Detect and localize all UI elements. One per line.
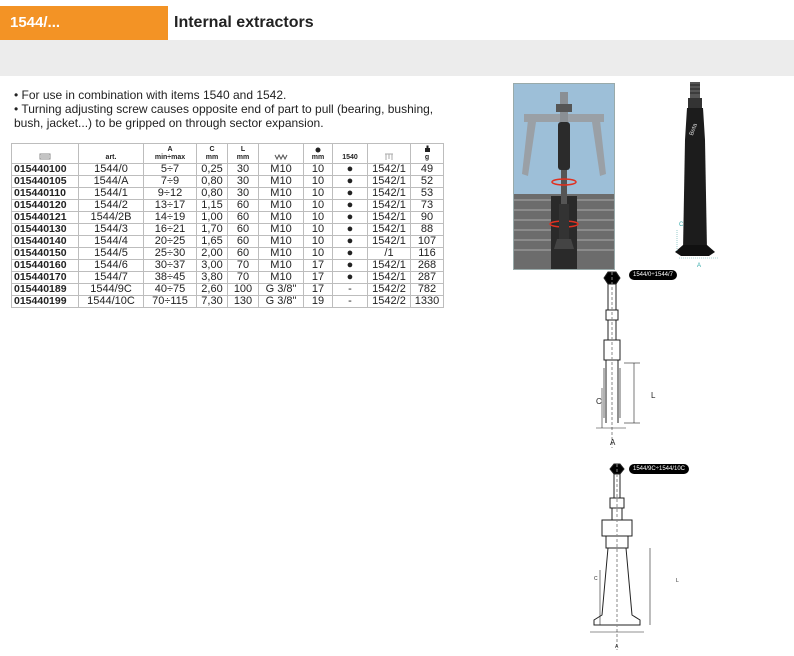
table-cell: ● — [333, 164, 368, 176]
table-cell: 0,80 — [197, 188, 228, 200]
item-code-cell: 015440100 — [12, 164, 79, 176]
table-header-row — [12, 144, 444, 164]
technical-drawing-upper — [590, 268, 680, 453]
table-cell: 1542/1 — [368, 200, 411, 212]
table-cell: 10 — [304, 200, 333, 212]
table-cell: 2,60 — [197, 284, 228, 296]
table-cell: 1542/1 — [368, 260, 411, 272]
top-bar — [0, 0, 794, 40]
table-cell: 49 — [411, 164, 444, 176]
table-cell: 1542/1 — [368, 188, 411, 200]
table-cell: 17 — [304, 284, 333, 296]
label-c-photo: C — [679, 222, 684, 228]
table-cell: 1544/5 — [79, 248, 144, 260]
weight-icon — [424, 145, 431, 153]
thread-icon — [274, 153, 288, 161]
table-cell: 25÷30 — [144, 248, 197, 260]
header-1542 — [368, 144, 411, 164]
table-cell: M10 — [259, 212, 304, 224]
table-cell: 5÷7 — [144, 164, 197, 176]
header-hex — [304, 144, 333, 164]
item-code-cell: 015440130 — [12, 224, 79, 236]
table-cell: 10 — [304, 188, 333, 200]
item-code-cell: 015440170 — [12, 272, 79, 284]
table-cell: 2,00 — [197, 248, 228, 260]
table-cell: 268 — [411, 260, 444, 272]
table-cell: 10 — [304, 176, 333, 188]
table-cell: 19 — [304, 296, 333, 308]
table-cell: 1544/3 — [79, 224, 144, 236]
table-cell: 3,80 — [197, 272, 228, 284]
description — [14, 88, 484, 130]
brand-label: Beta — [689, 122, 699, 137]
label-a-lower: A — [615, 644, 619, 650]
table-cell: 30 — [228, 176, 259, 188]
table-cell: 7÷9 — [144, 176, 197, 188]
header-weight-unit: g — [424, 154, 430, 161]
product-photo — [513, 83, 615, 270]
table-cell: ● — [333, 200, 368, 212]
item-code-cell: 015440199 — [12, 296, 79, 308]
table-cell: M10 — [259, 200, 304, 212]
table-cell: 1,65 — [197, 236, 228, 248]
header-hex-unit: mm — [311, 154, 325, 161]
header-c-unit: mm — [205, 154, 219, 161]
product-code-tab: 1544/... — [0, 6, 168, 40]
table-cell: M10 — [259, 248, 304, 260]
header-weight — [411, 144, 444, 164]
table-cell: 10 — [304, 236, 333, 248]
table-cell: G 3/8" — [259, 284, 304, 296]
table-cell: 1544/4 — [79, 236, 144, 248]
table-cell: ● — [333, 224, 368, 236]
description-line: • Turning adjusting screw causes opposite end of part to pull (bearing, bushing, — [14, 102, 434, 116]
table-cell: 40÷75 — [144, 284, 197, 296]
table-row — [12, 224, 444, 236]
header-art — [79, 144, 144, 164]
table-row — [12, 272, 444, 284]
header-c — [197, 144, 228, 164]
header-l-label: L — [240, 146, 246, 153]
page-title: Internal extractors — [174, 14, 314, 31]
table-cell: 53 — [411, 188, 444, 200]
drawing-tag-lower: 1544/9C÷1544/10C — [629, 464, 689, 474]
table-cell: 90 — [411, 212, 444, 224]
table-cell: 1544/7 — [79, 272, 144, 284]
table-cell: 10 — [304, 164, 333, 176]
header-code — [12, 144, 79, 164]
extractor-product-image — [675, 80, 735, 270]
table-row — [12, 284, 444, 296]
header-1540-label: 1540 — [342, 154, 358, 161]
table-cell: 107 — [411, 236, 444, 248]
table-cell: 1542/1 — [368, 236, 411, 248]
table-cell: 60 — [228, 200, 259, 212]
item-code-cell: 015440105 — [12, 176, 79, 188]
puller-icon — [384, 153, 394, 161]
table-cell: 70 — [228, 260, 259, 272]
table-row — [12, 260, 444, 272]
table-cell: 1542/1 — [368, 176, 411, 188]
table-cell: 1,00 — [197, 212, 228, 224]
table-cell: - — [333, 284, 368, 296]
header-l — [228, 144, 259, 164]
label-a-photo: A — [697, 263, 702, 269]
table-cell: 1544/9C — [79, 284, 144, 296]
table-cell: 60 — [228, 224, 259, 236]
table-row — [12, 296, 444, 308]
label-l-lower: L — [676, 578, 679, 584]
table-cell: 1544/2B — [79, 212, 144, 224]
table-cell: 17 — [304, 260, 333, 272]
table-cell: 1,15 — [197, 200, 228, 212]
table-row — [12, 212, 444, 224]
table-cell: 1,70 — [197, 224, 228, 236]
table-cell: M10 — [259, 176, 304, 188]
header-a — [144, 144, 197, 164]
table-row — [12, 248, 444, 260]
label-c-lower: C — [594, 576, 598, 582]
table-cell: M10 — [259, 188, 304, 200]
table-cell: 1542/2 — [368, 296, 411, 308]
extractor-photo-illustration — [514, 84, 614, 269]
table-cell: 1542/2 — [368, 284, 411, 296]
table-cell: 287 — [411, 272, 444, 284]
technical-drawing-lower — [590, 460, 690, 656]
table-cell: 60 — [228, 212, 259, 224]
table-cell: /1 — [368, 248, 411, 260]
header-l-unit: mm — [236, 154, 250, 161]
table-cell: M10 — [259, 272, 304, 284]
table-cell: ● — [333, 212, 368, 224]
table-cell: M10 — [259, 236, 304, 248]
table-cell: 14÷19 — [144, 212, 197, 224]
barcode-icon — [39, 153, 51, 161]
table-cell: 17 — [304, 272, 333, 284]
description-line: • For use in combination with items 1540 and 1542. — [14, 88, 287, 102]
item-code-cell: 015440140 — [12, 236, 79, 248]
table-cell: 52 — [411, 176, 444, 188]
table-cell: 88 — [411, 224, 444, 236]
table-cell: 7,30 — [197, 296, 228, 308]
table-cell: 38÷45 — [144, 272, 197, 284]
table-cell: ● — [333, 272, 368, 284]
table-cell: 70÷115 — [144, 296, 197, 308]
table-cell: ● — [333, 260, 368, 272]
header-art-label: art. — [105, 154, 117, 161]
item-code-cell: 015440121 — [12, 212, 79, 224]
table-cell: 1542/1 — [368, 164, 411, 176]
table-cell: 1542/1 — [368, 212, 411, 224]
table-cell: ● — [333, 176, 368, 188]
table-row — [12, 176, 444, 188]
table-cell: ● — [333, 188, 368, 200]
table-cell: ● — [333, 248, 368, 260]
table-cell: M10 — [259, 224, 304, 236]
table-cell: 60 — [228, 248, 259, 260]
table-cell: 1544/0 — [79, 164, 144, 176]
label-c: C — [596, 397, 602, 406]
header-c-label: C — [209, 146, 215, 153]
table-cell: 16÷21 — [144, 224, 197, 236]
table-cell: 1544/2 — [79, 200, 144, 212]
table-cell: 3,00 — [197, 260, 228, 272]
table-cell: 130 — [228, 296, 259, 308]
table-cell: 0,80 — [197, 176, 228, 188]
table-cell: 70 — [228, 272, 259, 284]
description-line: bush, jacket...) to be gripped on through sector expansion. — [14, 116, 324, 130]
table-cell: 10 — [304, 248, 333, 260]
spec-table — [11, 143, 444, 308]
item-code-cell: 015440150 — [12, 248, 79, 260]
table-cell: ● — [333, 236, 368, 248]
table-row — [12, 200, 444, 212]
table-cell: 1544/A — [79, 176, 144, 188]
table-cell: M10 — [259, 260, 304, 272]
item-code-cell: 015440189 — [12, 284, 79, 296]
gray-band — [0, 40, 794, 76]
table-cell: 73 — [411, 200, 444, 212]
table-cell: 116 — [411, 248, 444, 260]
header-1540 — [333, 144, 368, 164]
table-cell: M10 — [259, 164, 304, 176]
table-row — [12, 164, 444, 176]
table-cell: 1542/1 — [368, 224, 411, 236]
table-row — [12, 236, 444, 248]
table-cell: 782 — [411, 284, 444, 296]
table-cell: 13÷17 — [144, 200, 197, 212]
table-cell: - — [333, 296, 368, 308]
table-cell: 30÷37 — [144, 260, 197, 272]
item-code-cell: 015440110 — [12, 188, 79, 200]
table-cell: 1544/10C — [79, 296, 144, 308]
table-cell: 1544/1 — [79, 188, 144, 200]
drawing-tag-upper: 1544/0÷1544/7 — [629, 270, 677, 280]
header-thread — [259, 144, 304, 164]
label-a: A — [610, 438, 616, 447]
table-cell: 60 — [228, 236, 259, 248]
table-cell: 100 — [228, 284, 259, 296]
table-cell: 30 — [228, 188, 259, 200]
table-cell: G 3/8" — [259, 296, 304, 308]
item-code-cell: 015440160 — [12, 260, 79, 272]
table-cell: 30 — [228, 164, 259, 176]
dot-icon — [315, 147, 321, 153]
table-cell: 10 — [304, 212, 333, 224]
table-cell: 20÷25 — [144, 236, 197, 248]
item-code-cell: 015440120 — [12, 200, 79, 212]
table-cell: 1544/6 — [79, 260, 144, 272]
table-cell: 0,25 — [197, 164, 228, 176]
table-cell: 10 — [304, 224, 333, 236]
header-a-label: A — [167, 146, 173, 153]
table-row — [12, 188, 444, 200]
header-a-unit: min÷max — [154, 154, 186, 161]
label-l: L — [651, 391, 656, 400]
table-cell: 9÷12 — [144, 188, 197, 200]
table-cell: 1542/1 — [368, 272, 411, 284]
table-cell: 1330 — [411, 296, 444, 308]
